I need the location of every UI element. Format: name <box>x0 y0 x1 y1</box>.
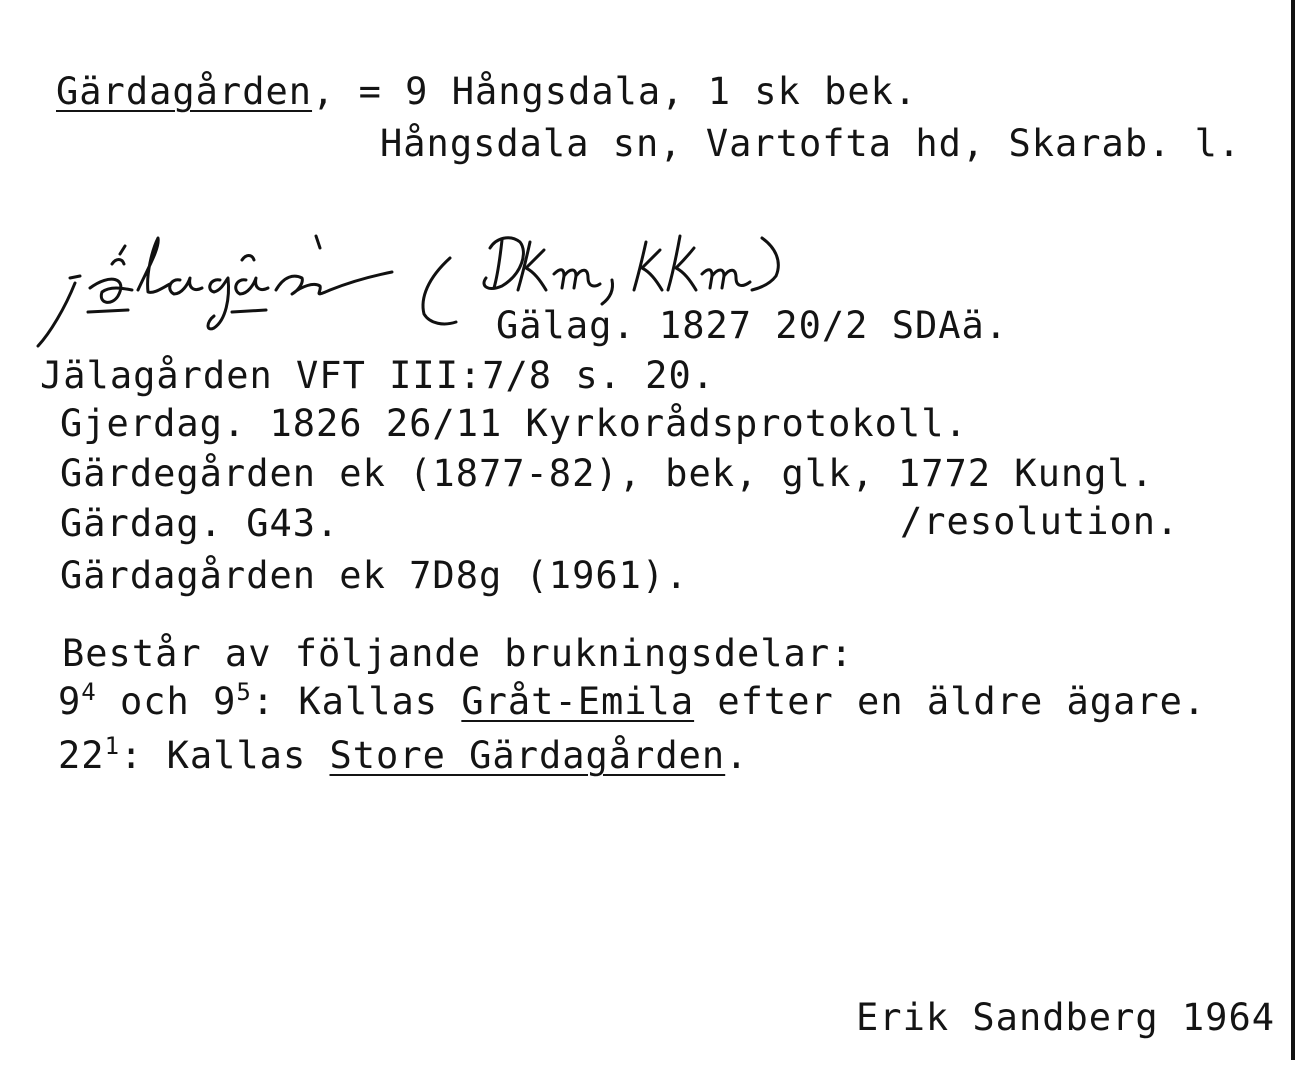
entry-galag: Gälag. 1827 20/2 SDAä. <box>496 304 1009 347</box>
holdings-intro: Består av följande brukningsdelar: <box>62 632 854 675</box>
holding-row-1-tail: efter en äldre ägare. <box>694 680 1207 723</box>
holding-row-1-mid: : Kallas <box>251 680 462 723</box>
holding-row-2-mid: : Kallas <box>120 734 330 777</box>
place-name: Gärdagården <box>56 70 313 113</box>
card-edge-line <box>1291 0 1295 1060</box>
entry-gardagarden-1961: Gärdagården ek 7D8g (1961). <box>60 554 689 597</box>
entry-gjerdag: Gjerdag. 1826 26/11 Kyrkorådsprotokoll. <box>60 402 968 445</box>
holding-row-2-tail: . <box>725 734 749 777</box>
entry-resolution: /resolution. <box>900 500 1180 543</box>
entry-gardag-g43: Gärdag. G43. <box>60 502 340 545</box>
entry-jalagarden: Jälagården VFT III:7/8 s. 20. <box>40 354 716 397</box>
holding-separator: och <box>96 680 214 723</box>
holdings-row-2 <box>58 734 748 778</box>
header-line-2: Hångsdala sn, Vartofta hd, Skarab. l. <box>380 122 1242 165</box>
header-line-1 <box>56 70 917 114</box>
holdings-row-1 <box>58 680 1206 724</box>
holding-number-c: 22 <box>58 734 105 777</box>
holding-name-store-gardagarden: Store Gärdagården <box>329 734 726 777</box>
holding-number-b-sup: 5 <box>236 678 252 706</box>
header-line-1-rest: , = 9 Hångsdala, 1 sk bek. <box>312 70 918 113</box>
holding-number-b: 9 <box>213 680 237 723</box>
holding-number-c-sup: 1 <box>104 732 121 760</box>
signature: Erik Sandberg 1964 <box>856 996 1275 1039</box>
entry-gardegarden: Gärdegården ek (1877-82), bek, glk, 1772 Kungl. <box>60 452 1154 495</box>
holding-number-a: 9 <box>58 680 82 723</box>
holding-name-grat-emila: Gråt-Emila <box>461 680 695 723</box>
holding-number-a-sup: 4 <box>81 678 97 706</box>
